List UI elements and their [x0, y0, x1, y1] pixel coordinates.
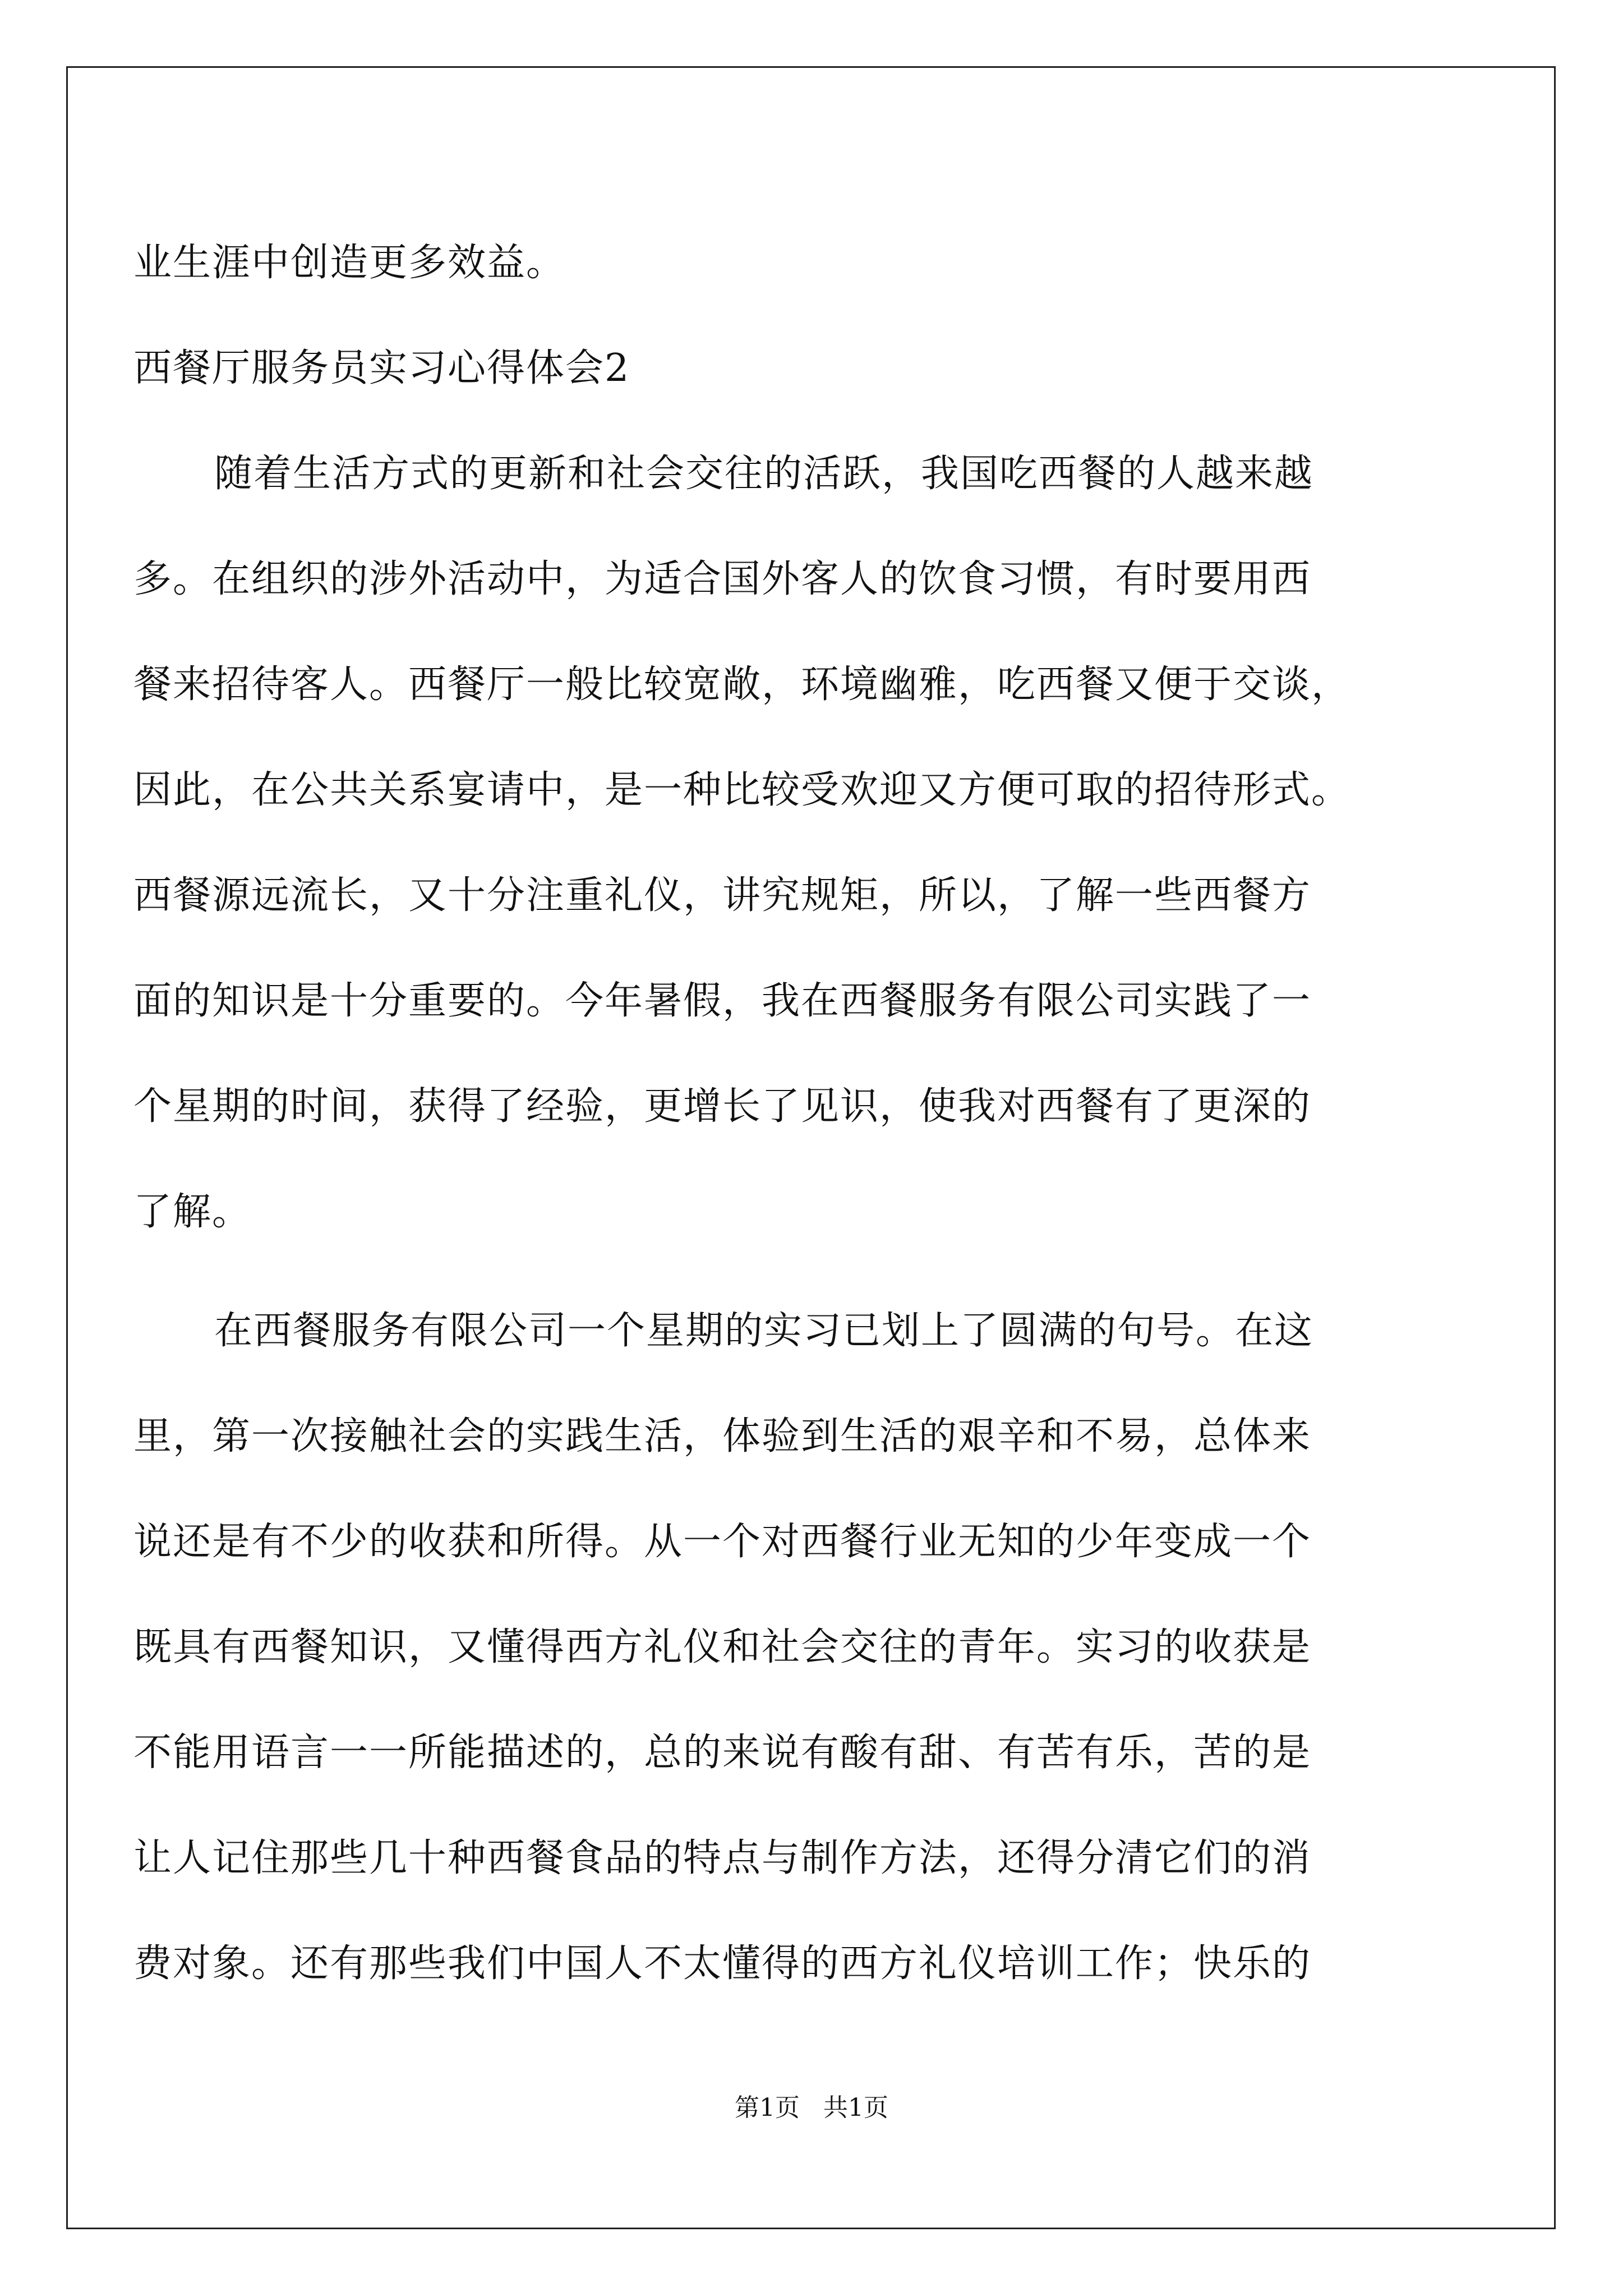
document-body	[133, 210, 1433, 2017]
text-line: 西餐源远流长，又十分注重礼仪，讲究规矩，所以，了解一些西餐方	[133, 873, 1312, 918]
text-line: 个星期的时间，获得了经验，更增长了见识，使我对西餐有了更深的	[133, 1084, 1312, 1129]
text-line: 业生涯中创造更多效益。	[133, 241, 566, 285]
text-line: 让人记住那些几十种西餐食品的特点与制作方法，还得分清它们的消	[133, 1836, 1312, 1880]
paragraph-gap	[133, 1265, 1433, 1278]
text-line: 因此，在公共关系宴请中，是一种比较受欢迎又方便可取的招待形式。	[133, 768, 1351, 812]
text-line: 既具有西餐知识，又懂得西方礼仪和社会交往的青年。实习的收获是	[133, 1625, 1312, 1669]
text-line: 不能用语言一一所能描述的，总的来说有酸有甜、有苦有乐，苦的是	[133, 1731, 1312, 1775]
section-title: 西餐厅服务员实习心得体会2	[133, 346, 630, 390]
text-line: 在西餐服务有限公司一个星期的实习已划上了圆满的句号。在这	[214, 1309, 1314, 1353]
text-line: 费对象。还有那些我们中国人不太懂得的西方礼仪培训工作；快乐的	[133, 1941, 1312, 1986]
text-line: 了解。	[133, 1190, 252, 1234]
page-footer	[0, 2091, 1623, 2125]
text-line: 随着生活方式的更新和社会交往的活跃，我国吃西餐的人越来越	[214, 452, 1314, 496]
page-total: 共1页	[823, 2093, 888, 2122]
text-line: 说还是有不少的收获和所得。从一个对西餐行业无知的少年变成一个	[133, 1520, 1312, 1564]
text-line: 餐来招待客人。西餐厅一般比较宽敞，环境幽雅，吃西餐又便于交谈，	[133, 662, 1351, 707]
text-line: 里，第一次接触社会的实践生活，体验到生活的艰辛和不易，总体来	[133, 1414, 1312, 1458]
page-number: 第1页	[735, 2093, 800, 2122]
text-line: 多。在组织的涉外活动中，为适合国外客人的饮食习惯，有时要用西	[133, 557, 1312, 601]
text-line: 面的知识是十分重要的。今年暑假，我在西餐服务有限公司实践了一	[133, 979, 1312, 1023]
